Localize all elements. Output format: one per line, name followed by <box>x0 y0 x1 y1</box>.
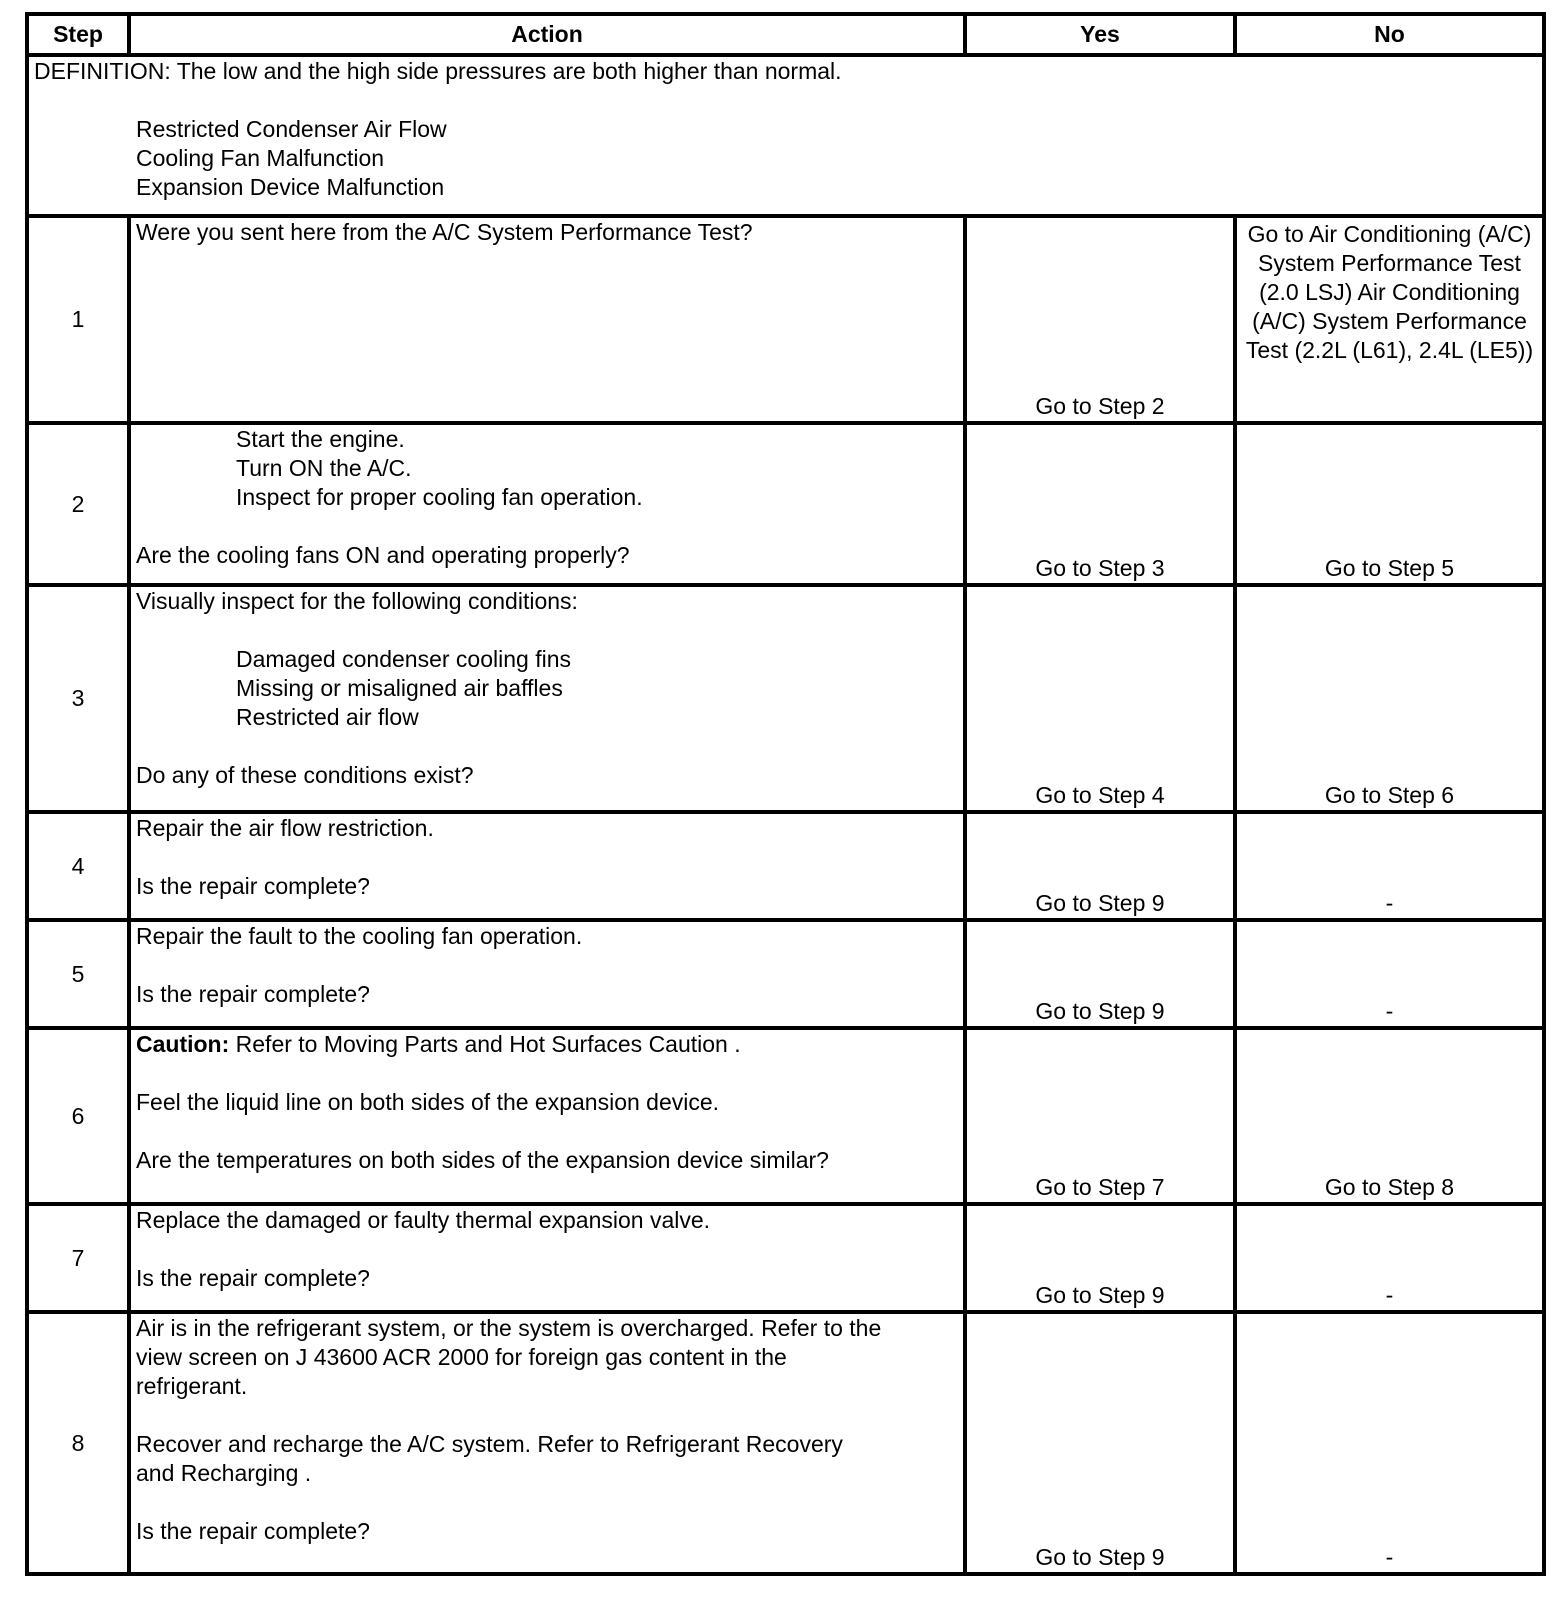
yes-cell: Go to Step 7 <box>965 1028 1235 1204</box>
action-question: Are the temperatures on both sides of the expansion device similar? <box>136 1147 829 1173</box>
yes-cell: Go to Step 9 <box>965 1204 1235 1312</box>
definition-text: DEFINITION: The low and the high side pressures are both higher than normal. <box>34 58 842 84</box>
instruction-item: Turn ON the A/C. <box>236 455 412 481</box>
table-row <box>27 423 1544 585</box>
header-action: Action <box>129 14 965 55</box>
action-instruction: Repair the air flow restriction. <box>136 815 434 841</box>
action-question: Is the repair complete? <box>136 873 370 899</box>
table-row <box>27 585 1544 812</box>
action-paragraph-line: and Recharging . <box>136 1460 312 1486</box>
action-question: Is the repair complete? <box>136 1265 370 1291</box>
definition-cell <box>27 55 1544 216</box>
action-instruction: Feel the liquid line on both sides of the expansion device. <box>136 1089 720 1115</box>
no-cell: Go to Step 8 <box>1235 1028 1544 1204</box>
table-row <box>27 1028 1544 1204</box>
table-header-row <box>27 14 1544 55</box>
step-number: 2 <box>27 423 129 585</box>
no-cell: - <box>1235 1204 1544 1312</box>
action-cell <box>129 423 965 585</box>
step-number: 5 <box>27 920 129 1028</box>
definition-row <box>27 55 1544 216</box>
action-cell <box>129 1028 965 1204</box>
condition-item: Restricted air flow <box>236 704 419 730</box>
action-paragraph-line: Air is in the refrigerant system, or the system is overcharged. Refer to the <box>136 1315 882 1341</box>
table-row <box>27 920 1544 1028</box>
action-instruction: Replace the damaged or faulty thermal expansion valve. <box>136 1207 711 1233</box>
table-row <box>27 812 1544 920</box>
instruction-item: Start the engine. <box>236 426 405 452</box>
action-intro: Visually inspect for the following conditions: <box>136 588 578 614</box>
yes-cell: Go to Step 9 <box>965 1312 1235 1574</box>
no-cell: Go to Step 6 <box>1235 585 1544 812</box>
action-cell <box>129 812 965 920</box>
action-cell <box>129 585 965 812</box>
caution-label: Caution: <box>136 1031 230 1057</box>
cause-item: Restricted Condenser Air Flow <box>136 116 447 142</box>
action-cell <box>129 216 965 423</box>
table-row <box>27 216 1544 423</box>
table-row <box>27 1204 1544 1312</box>
action-paragraph-line: view screen on J 43600 ACR 2000 for foreign gas content in the <box>136 1344 787 1370</box>
yes-cell: Go to Step 4 <box>965 585 1235 812</box>
action-paragraph-line: Recover and recharge the A/C system. Refer to Refrigerant Recovery <box>136 1431 843 1457</box>
action-cell <box>129 920 965 1028</box>
step-number: 8 <box>27 1312 129 1574</box>
action-question: Is the repair complete? <box>136 981 370 1007</box>
instruction-item: Inspect for proper cooling fan operation. <box>236 484 643 510</box>
step-number: 6 <box>27 1028 129 1204</box>
action-cell <box>129 1204 965 1312</box>
no-cell: Go to Air Conditioning (A/C) System Performance Test (2.0 LSJ) Air Conditioning (A/C) System Performance Test (2.2L (L61), 2.4L (LE5)) <box>1235 216 1544 423</box>
action-cell <box>129 1312 965 1574</box>
yes-cell: Go to Step 3 <box>965 423 1235 585</box>
header-no: No <box>1235 14 1544 55</box>
step-number: 3 <box>27 585 129 812</box>
condition-item: Missing or misaligned air baffles <box>236 675 563 701</box>
no-cell: Go to Step 5 <box>1235 423 1544 585</box>
cause-item: Cooling Fan Malfunction <box>136 145 385 171</box>
no-cell: - <box>1235 1312 1544 1574</box>
step-number: 4 <box>27 812 129 920</box>
step-number: 7 <box>27 1204 129 1312</box>
yes-cell: Go to Step 9 <box>965 812 1235 920</box>
action-paragraph-line: refrigerant. <box>136 1373 248 1399</box>
yes-cell: Go to Step 2 <box>965 216 1235 423</box>
table-row <box>27 1312 1544 1574</box>
action-question: Were you sent here from the A/C System Performance Test? <box>136 219 753 245</box>
condition-item: Damaged condenser cooling fins <box>236 646 571 672</box>
action-instruction: Repair the fault to the cooling fan operation. <box>136 923 583 949</box>
caution-note <box>136 1030 958 1059</box>
caution-text: Refer to Moving Parts and Hot Surfaces Caution . <box>229 1031 741 1057</box>
action-question: Do any of these conditions exist? <box>136 762 474 788</box>
header-step: Step <box>27 14 129 55</box>
cause-item: Expansion Device Malfunction <box>136 174 445 200</box>
yes-cell: Go to Step 9 <box>965 920 1235 1028</box>
step-number: 1 <box>27 216 129 423</box>
header-yes: Yes <box>965 14 1235 55</box>
action-question: Are the cooling fans ON and operating properly? <box>136 542 630 568</box>
diagnostic-table <box>25 12 1546 1576</box>
no-cell: - <box>1235 920 1544 1028</box>
action-question: Is the repair complete? <box>136 1518 370 1544</box>
no-cell: - <box>1235 812 1544 920</box>
